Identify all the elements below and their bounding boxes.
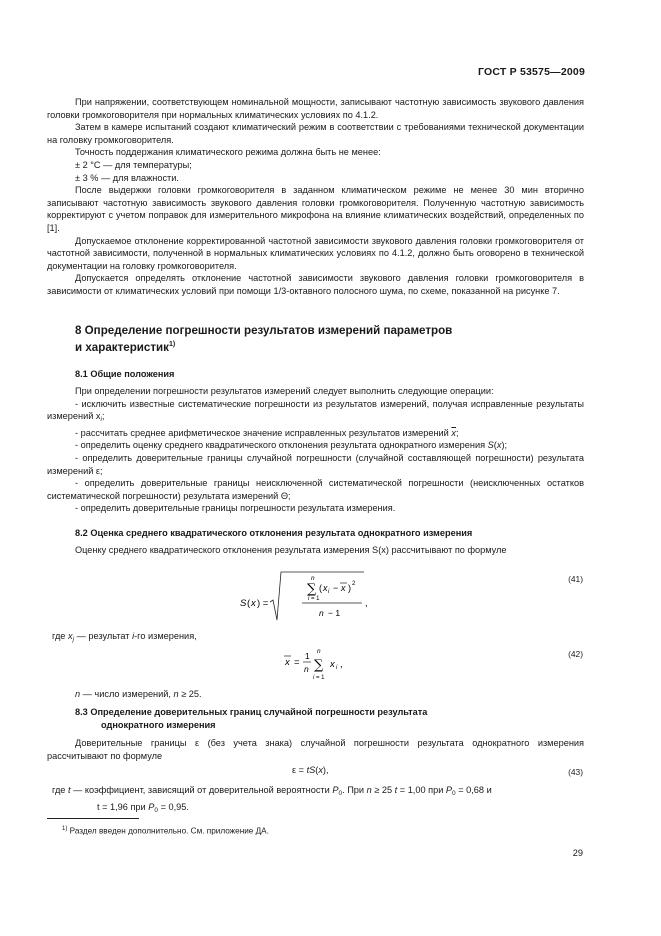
svg-text:= 1: = 1 — [311, 596, 320, 602]
svg-text:n: n — [304, 664, 309, 674]
svg-text:): ) — [348, 583, 351, 593]
svg-text:∑: ∑ — [314, 658, 324, 673]
section-8-title-line2: и характеристик — [75, 340, 169, 354]
svg-text:x: x — [330, 659, 335, 670]
svg-text:= 1: = 1 — [316, 675, 325, 681]
section-8-heading — [75, 324, 452, 355]
svg-text:∑: ∑ — [307, 582, 317, 597]
section-8-3-heading: 8.3 Определение доверительных границ случайной погрешности результата однократного измерения — [75, 707, 428, 730]
paragraph: При напряжении, соответствующем номинальной мощности, записывают частотную зависимость звукового давления головки громкоговорителя при нормальных климатических условиях по 4.1.2. — [47, 97, 584, 120]
svg-text:=: = — [294, 657, 300, 668]
section-8-2-text — [47, 544, 584, 557]
paragraph: Оценку среднего квадратического отклонения результата измерения S(x) рассчитывают по формуле — [75, 545, 507, 555]
where-xi: где $x_j$ — результат i-го измерения, — [52, 631, 197, 643]
svg-text:,: , — [365, 598, 368, 609]
section-8-2-heading: 8.2 Оценка среднего квадратического отклонения результата однократного измерения — [75, 528, 473, 538]
equation-number-41: (41) — [568, 574, 583, 584]
svg-text:2: 2 — [352, 581, 356, 587]
intro-text — [47, 96, 584, 298]
list-item: - определить доверительные границы погрешности результата измерения. — [75, 503, 396, 514]
svg-text:x: x — [285, 657, 290, 668]
svg-text:n: n — [311, 575, 315, 582]
formula-41 — [240, 568, 400, 624]
svg-text:) =: ) = — [257, 598, 269, 609]
equation-number-42: (42) — [568, 649, 583, 659]
svg-text:,: , — [340, 659, 343, 670]
list-item: - рассчитать среднее арифметическое значение исправленных результатов измерений $\overline{x}$; — [75, 427, 459, 438]
where-t: где t — коэффициент, зависящий от доверительной вероятности $P_0$. При n ≥ 25 t = 1,00 при $P_0 = 0,68$ и t = 1,96 при $P_0 = 0,95$. — [52, 785, 492, 814]
paragraph: ± 2 °С — для температуры; — [75, 159, 192, 170]
paragraph: Допускается определять отклонение частотной зависимости звукового давления головки громкоговорителя в зависимости от климатических условий при помощи 1/3-октавного полосного шума, по схеме, показанной на рисунке 7. — [47, 273, 584, 296]
paragraph: Точность поддержания климатического режима должна быть не менее: — [75, 147, 381, 158]
svg-text:x: x — [323, 583, 328, 593]
list-item: - определить доверительные границы неисключенной систематической погрешности (неисключенных остатков систематической погрешности) результата измерений Θ; — [47, 478, 584, 501]
svg-text:(: ( — [319, 583, 322, 593]
document-header: ГОСТ Р 53575—2009 — [477, 66, 585, 78]
svg-text:i: i — [328, 589, 330, 595]
svg-text:(: ( — [247, 598, 251, 609]
n-definition: n — число измерений, n ≥ 25. — [75, 689, 202, 699]
paragraph: После выдержки головки громкоговорителя в заданном климатическом режиме не менее 30 мин вторично записывают частотную зависимость звукового давления головки громкоговорителя. Полученную частотную зависимость корректируют с учетом поправок для измерительного микрофона на влияние климатических воздействий, определенных по [1]. — [47, 185, 584, 233]
svg-text:n: n — [319, 608, 324, 618]
svg-text:S: S — [240, 598, 247, 609]
paragraph: ± 3 % — для влажности. — [75, 172, 179, 183]
svg-text:i: i — [336, 665, 338, 671]
paragraph: Допускаемое отклонение корректированной частотной зависимости звукового давления головки громкоговорителя от частотной зависимости, полученной в нормальных климатических условиях по 4.1.2, должно быть оговорено в технической документации на головку громкоговорителя. — [47, 235, 584, 271]
list-item: - определить оценку среднего квадратического отклонения результата однократного измерения S(x); — [75, 440, 508, 451]
footnote-ref: 1) — [168, 341, 176, 348]
paragraph: При определении погрешности результатов измерений следует выполнить следующие операции: — [75, 386, 494, 396]
section-8-1-text — [47, 385, 584, 515]
svg-text:x: x — [341, 583, 346, 593]
list-item: - определить доверительные границы случайной погрешности (случайной составляющей погрешности) результата измерений ε; — [47, 452, 584, 476]
svg-text:−: − — [333, 583, 339, 593]
footnote-separator — [47, 818, 139, 819]
footnote: $^{1)}$ Раздел введен дополнительно. См. приложение ДА. — [62, 826, 269, 836]
paragraph: Доверительные границы ε (без учета знака) случайной погрешности результата однократного измерения рассчитывают по формуле — [47, 738, 584, 761]
svg-text:i: i — [308, 596, 310, 602]
equation-number-43: (43) — [568, 767, 583, 777]
svg-text:i: i — [313, 675, 315, 681]
svg-text:1: 1 — [305, 651, 310, 661]
section-8-1-heading: 8.1 Общие положения — [75, 369, 175, 379]
page-number: 29 — [572, 848, 583, 858]
svg-text:n: n — [317, 648, 321, 655]
formula-43: ε = tS(x), — [292, 765, 329, 775]
formula-42 — [283, 645, 363, 683]
section-8-title-line1: 8 Определение погрешности результатов измерений параметров — [75, 324, 453, 337]
list-item: - исключить известные систематические погрешности из результатов измерений, получая исправленные результаты измерений $x_i$; — [47, 398, 584, 424]
section-8-3-text — [47, 737, 584, 762]
paragraph: Затем в камере испытаний создают климатический режим в соответствии с требованиями технической документации на головку громкоговорителя. — [47, 122, 584, 145]
svg-text:− 1: − 1 — [328, 608, 341, 618]
svg-text:x: x — [251, 598, 256, 609]
